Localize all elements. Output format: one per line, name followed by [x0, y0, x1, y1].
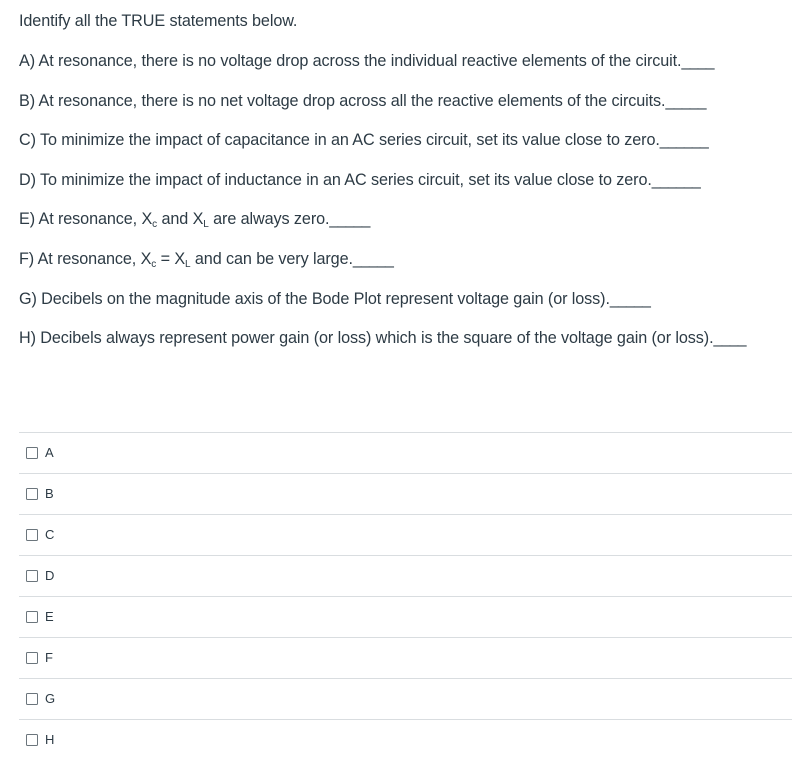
- answer-label-f[interactable]: F: [45, 650, 53, 665]
- answer-list: [19, 432, 792, 760]
- statement-e-pre: E) At resonance, X: [19, 210, 153, 228]
- statement-b: [19, 91, 705, 111]
- checkbox-c[interactable]: [26, 529, 38, 541]
- checkbox-d[interactable]: [26, 570, 38, 582]
- checkbox-f[interactable]: [26, 652, 38, 664]
- answer-option-a[interactable]: [19, 432, 792, 473]
- statement-b-text: B) At resonance, there is no net voltage drop across all the reactive elements of the circuits.: [19, 92, 666, 110]
- answer-label-h[interactable]: H: [45, 732, 55, 747]
- statement-e-post: are always zero.: [208, 210, 330, 228]
- statement-f-pre: F) At resonance, X: [19, 250, 152, 268]
- answer-label-e[interactable]: E: [45, 609, 54, 624]
- statement-e-blank: _____: [329, 210, 370, 228]
- answer-label-c[interactable]: C: [45, 527, 55, 542]
- statement-g-text: G) Decibels on the magnitude axis of the Bode Plot represent voltage gain (or loss).: [19, 290, 610, 308]
- statement-d-text: D) To minimize the impact of inductance in an AC series circuit, set its value close to zero.: [19, 171, 652, 189]
- answer-label-b[interactable]: B: [45, 486, 54, 501]
- statement-g-blank: _____: [609, 290, 650, 308]
- answer-option-c[interactable]: [19, 514, 792, 555]
- statement-f: [19, 249, 393, 269]
- statement-a-text: A) At resonance, there is no voltage drop across the individual reactive elements of the circuit.: [19, 52, 682, 70]
- statement-c-text: C) To minimize the impact of capacitance in an AC series circuit, set its value close to zero.: [19, 131, 660, 149]
- answer-option-g[interactable]: [19, 678, 792, 719]
- answer-label-g[interactable]: G: [45, 691, 56, 706]
- statement-d-blank: ______: [651, 171, 700, 189]
- statement-a-blank: ____: [681, 52, 714, 70]
- statement-e-sub-l: L: [203, 219, 209, 230]
- statement-f-post: and can be very large.: [190, 250, 353, 268]
- answer-option-h[interactable]: [19, 719, 792, 760]
- statement-h: [19, 328, 746, 348]
- statement-f-sub-c: c: [151, 259, 157, 270]
- checkbox-b[interactable]: [26, 488, 38, 500]
- answer-option-d[interactable]: [19, 555, 792, 596]
- question-prompt: Identify all the TRUE statements below.: [19, 12, 298, 30]
- answer-option-b[interactable]: [19, 473, 792, 514]
- statement-a: [19, 51, 713, 71]
- answer-label-a[interactable]: A: [45, 445, 54, 460]
- answer-label-d[interactable]: D: [45, 568, 55, 583]
- checkbox-g[interactable]: [26, 693, 38, 705]
- statement-f-mid: = X: [156, 250, 186, 268]
- statement-f-sub-l: L: [185, 259, 191, 270]
- statement-e: [19, 209, 369, 229]
- checkbox-a[interactable]: [26, 447, 38, 459]
- statement-h-blank: ____: [713, 329, 746, 347]
- statement-f-blank: _____: [352, 250, 393, 268]
- statement-c-blank: ______: [659, 131, 708, 149]
- statement-g: [19, 289, 650, 309]
- statement-b-blank: _____: [665, 92, 706, 110]
- checkbox-e[interactable]: [26, 611, 38, 623]
- statement-h-text: H) Decibels always represent power gain (or loss) which is the square of the voltage gain (or loss).: [19, 329, 714, 347]
- answer-option-f[interactable]: [19, 637, 792, 678]
- checkbox-h[interactable]: [26, 734, 38, 746]
- answer-option-e[interactable]: [19, 596, 792, 637]
- statement-d: [19, 170, 700, 190]
- statement-c: [19, 130, 708, 150]
- statement-e-mid: and X: [157, 210, 204, 228]
- statement-e-sub-c: c: [152, 219, 158, 230]
